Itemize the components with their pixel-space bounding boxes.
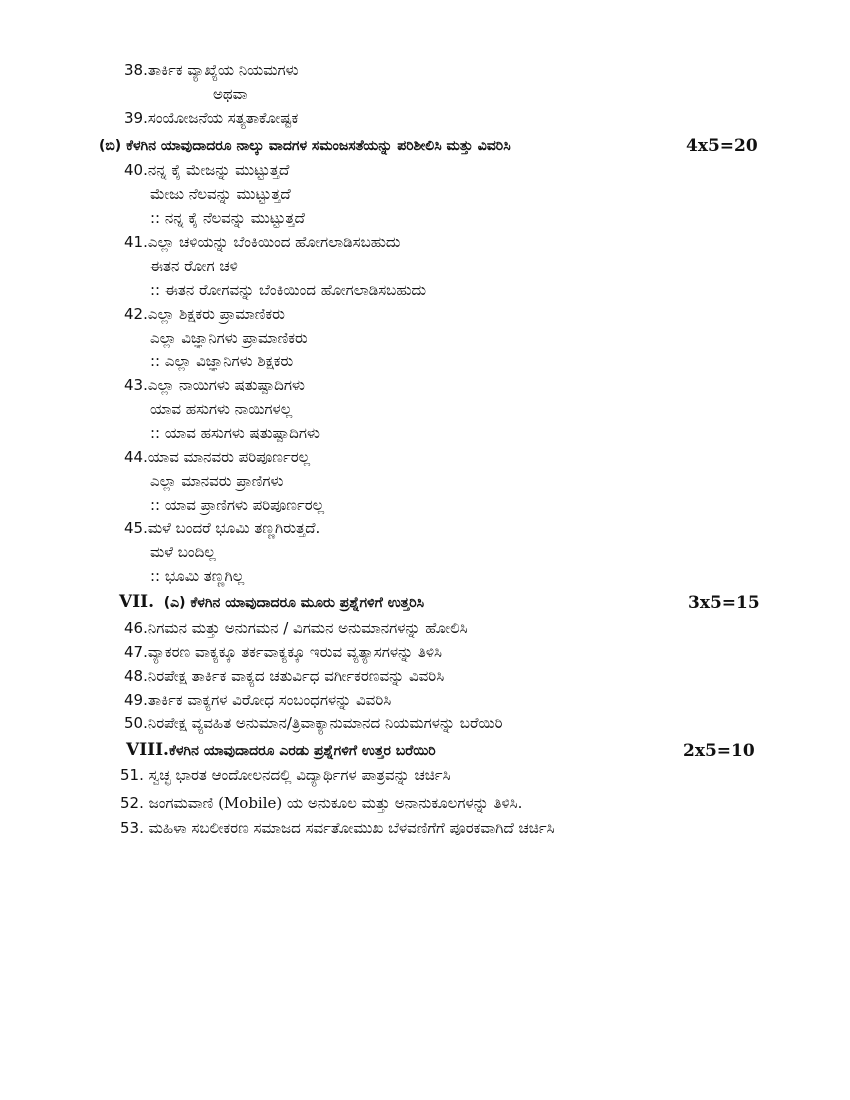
question-number: 39.: [124, 109, 148, 127]
premise-2: ಎಲ್ಲಾ ಮಾನವರು ಪ್ರಾಣಿಗಳು: [150, 472, 284, 490]
question-number: 45.: [124, 519, 148, 537]
question-number: 50.: [124, 714, 148, 732]
question-number: 51.: [120, 766, 144, 784]
section-vii-heading: [119, 592, 424, 613]
question-text-prefix: ಜಂಗಮವಾಣಿ: [148, 794, 214, 812]
question-46: [124, 618, 468, 638]
question-text: ನಿರಪೇಕ್ಷ ತಾರ್ಕಿಕ ವಾಕ್ಯದ ಚತುರ್ವಿಧ ವರ್ಗೀಕರಣವನ್ನು ವಿವರಿಸಿ: [147, 667, 445, 685]
question-number: 41.: [124, 233, 148, 251]
question-38: [124, 60, 299, 80]
question-45: [124, 518, 320, 538]
premise-1: ಎಲ್ಲಾ ಶಿಕ್ಷಕರು ಪ್ರಾಮಾಣಿಕರು: [147, 305, 285, 323]
question-number: 48.: [124, 667, 148, 685]
conclusion: :: ಯಾವ ಪ್ರಾಣಿಗಳು ಪರಿಪೂರ್ಣರಲ್ಲ: [150, 496, 325, 514]
section-number: VII.: [119, 592, 155, 612]
question-48: [124, 666, 444, 686]
question-39: [124, 108, 298, 128]
question-text: ನಿಗಮನ ಮತ್ತು ಅನುಗಮನ / ವಿಗಮನ ಅನುಮಾನಗಳನ್ನು ಹೋಲಿಸಿ: [147, 619, 468, 637]
premise-1: ಯಾವ ಮಾನವರು ಪರಿಪೂರ್ಣರಲ್ಲ: [147, 448, 311, 466]
section-viii-heading: [126, 740, 436, 761]
conclusion: :: ಯಾವ ಹಸುಗಳು ಷತುಷ್ಪಾದಿಗಳು: [150, 424, 320, 442]
conclusion: :: ಎಲ್ಲಾ ವಿಜ್ಞಾನಿಗಳು ಶಿಕ್ಷಕರು: [150, 352, 294, 370]
question-49: [124, 690, 391, 710]
section-b-heading: (ಬಿ) ಕೆಳಗಿನ ಯಾವುದಾದರೂ ನಾಲ್ಕು ವಾದಗಳ ಸಮಂಜಸತೆಯನ್ನು ಪರಿಶೀಲಿಸಿ ಮತ್ತು ವಿವರಿಸಿ: [99, 138, 511, 154]
premise-1: ಎಲ್ಲಾ ನಾಯಿಗಳು ಷತುಷ್ಪಾದಿಗಳು: [147, 376, 305, 394]
conclusion: :: ಈತನ ರೋಗವನ್ನು ಬೆಂಕಿಯಿಂದ ಹೋಗಲಾಡಿಸಬಹುದು: [150, 281, 426, 299]
question-text: ತಾರ್ಕಿಕ ವಾಕ್ಯಗಳ ವಿರೋಧ ಸಂಬಂಧಗಳನ್ನು ವಿವರಿಸಿ: [147, 691, 392, 709]
question-text: ಸ್ವಚ್ಛ ಭಾರತ ಆಂದೋಲನದಲ್ಲಿ ವಿದ್ಯಾರ್ಥಿಗಳ ಪಾತ್ರವನ್ನು ಚರ್ಚಿಸಿ: [148, 766, 451, 784]
question-text: ಮಹಿಳಾ ಸಬಲೀಕರಣ ಸಮಾಜದ ಸರ್ವತೋಮುಖ ಬೆಳವಣಿಗೆಗೆ ಪೂರಕವಾಗಿದೆ ಚರ್ಚಿಸಿ: [148, 819, 555, 837]
question-text: ವ್ಯಾಕರಣ ವಾಕ್ಯಕ್ಕೂ ತರ್ಕವಾಕ್ಯಕ್ಕೂ ಇರುವ ವ್ಯತ್ಯಾಸಗಳನ್ನು ತಿಳಿಸಿ: [147, 643, 443, 661]
question-number: 47.: [124, 643, 148, 661]
premise-1: ನನ್ನ ಕೈ ಮೇಜನ್ನು ಮುಟ್ಟುತ್ತದೆ: [147, 161, 290, 179]
premise-2: ಈತನ ರೋಗ ಚಳಿ: [150, 257, 238, 275]
question-41: [124, 232, 400, 252]
question-text: ತಾರ್ಕಿಕ ವ್ಯಾಖ್ಯೆಯ ನಿಯಮಗಳು: [147, 61, 299, 79]
question-number: 46.: [124, 619, 148, 637]
question-number: 49.: [124, 691, 148, 709]
question-text-suffix: ಯ ಅನುಕೂಲ ಮತ್ತು ಅನಾನುಕೂಲಗಳನ್ನು ತಿಳಿಸಿ.: [287, 794, 523, 812]
section-vii-marks: 3x5=15: [688, 593, 760, 613]
question-number: 44.: [124, 448, 148, 466]
premise-2: ಮೇಜು ನೆಲವನ್ನು ಮುಟ್ಟುತ್ತದೆ: [150, 185, 291, 203]
question-42: [124, 304, 285, 324]
question-53: [120, 818, 555, 838]
section-b-marks: 4x5=20: [686, 136, 758, 156]
premise-2: ಮಳೆ ಬಂದಿಲ್ಲ: [150, 543, 216, 561]
question-number: 38.: [124, 61, 148, 79]
premise-2: ಎಲ್ಲಾ ವಿಜ್ಞಾನಿಗಳು ಪ್ರಾಮಾಣಿಕರು: [150, 329, 308, 347]
question-number: 42.: [124, 305, 148, 323]
section-title: ಕೆಳಗಿನ ಯಾವುದಾದರೂ ಎರಡು ಪ್ರಶ್ನೆಗಳಿಗೆ ಉತ್ತರ ಬರೆಯಿರಿ: [168, 743, 436, 759]
or-separator: ಅಥವಾ: [213, 85, 248, 103]
question-52: [120, 793, 522, 813]
question-number: 52.: [120, 794, 144, 812]
question-text: ಸಂಯೋಜನೆಯ ಸತ್ಯತಾಕೋಷ್ಟಕ: [147, 109, 299, 127]
question-text-latin: (Mobile): [218, 794, 283, 812]
question-47: [124, 642, 442, 662]
question-51: [120, 765, 451, 785]
premise-2: ಯಾವ ಹಸುಗಳು ನಾಯಿಗಳಲ್ಲ: [150, 400, 293, 418]
question-text: ನಿರಪೇಕ್ಷ ವ್ಯವಹಿತ ಅನುಮಾನ/ತ್ರಿವಾಕ್ಯಾನುಮಾನದ ನಿಯಮಗಳನ್ನು ಬರೆಯಿರಿ: [147, 714, 503, 732]
question-44: [124, 447, 310, 467]
question-43: [124, 375, 305, 395]
question-number: 40.: [124, 161, 148, 179]
question-number: 53.: [120, 819, 144, 837]
premise-1: ಮಳೆ ಬಂದರೆ ಭೂಮಿ ತಣ್ಣಗಿರುತ್ತದೆ.: [147, 519, 321, 537]
section-viii-marks: 2x5=10: [683, 741, 755, 761]
question-50: [124, 713, 503, 733]
section-title: (ಎ) ಕೆಳಗಿನ ಯಾವುದಾದರೂ ಮೂರು ಪ್ರಶ್ನೆಗಳಿಗೆ ಉತ್ತರಿಸಿ: [163, 595, 425, 611]
premise-1: ಎಲ್ಲಾ ಚಳಿಯನ್ನು ಬೆಂಕಿಯಿಂದ ಹೋಗಲಾಡಿಸಬಹುದು: [147, 233, 401, 251]
section-number: VIII.: [126, 740, 169, 760]
question-40: [124, 160, 289, 180]
conclusion: :: ಭೂಮಿ ತಣ್ಣಗಿಲ್ಲ: [150, 567, 245, 585]
question-number: 43.: [124, 376, 148, 394]
conclusion: :: ನನ್ನ ಕೈ ನೆಲವನ್ನು ಮುಟ್ಟುತ್ತದೆ: [150, 209, 305, 227]
